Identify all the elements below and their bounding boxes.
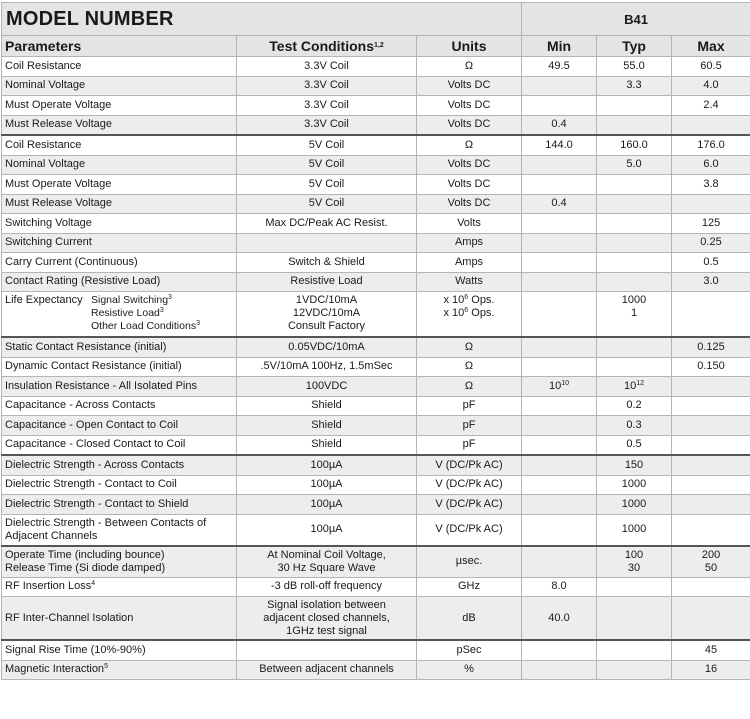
max-cell: 6.0 xyxy=(672,155,750,175)
condition-cell: 5V Coil xyxy=(237,155,417,175)
table-row xyxy=(2,357,750,377)
min-cell xyxy=(522,76,597,96)
typ-cell: 1000 xyxy=(597,495,672,515)
min-cell xyxy=(522,396,597,416)
max-cell xyxy=(672,475,750,495)
max-cell xyxy=(672,115,750,135)
life-expectancy-row xyxy=(2,292,750,338)
units-cell: GHz xyxy=(417,577,522,597)
typ-cell xyxy=(597,214,672,234)
max-cell xyxy=(672,514,750,546)
typ-cell: 0.2 xyxy=(597,396,672,416)
min-cell xyxy=(522,233,597,253)
life-typ-1: 1000 xyxy=(600,294,668,307)
cond-line-2: adjacent closed channels, xyxy=(240,612,413,625)
cond-line-2: 30 Hz Square Wave xyxy=(240,562,413,575)
max-cell xyxy=(672,416,750,436)
typ-line-2: 30 xyxy=(600,562,668,575)
min-cell: 0.4 xyxy=(522,194,597,214)
min-cell xyxy=(522,475,597,495)
units-cell: dB xyxy=(417,597,522,641)
life-subitems xyxy=(91,294,200,333)
param-cell: Insulation Resistance - All Isolated Pins xyxy=(2,377,237,397)
param-cell: Capacitance - Across Contacts xyxy=(2,396,237,416)
param-cell: Nominal Voltage xyxy=(2,76,237,96)
units-cell: Ω xyxy=(417,57,522,77)
typ-cell xyxy=(597,194,672,214)
condition-cell: 100µA xyxy=(237,514,417,546)
param-cell: Dielectric Strength - Across Contacts xyxy=(2,455,237,475)
typ-cell xyxy=(597,577,672,597)
min-cell xyxy=(522,416,597,436)
condition-cell xyxy=(237,292,417,338)
typ-cell: 5.0 xyxy=(597,155,672,175)
typ-cell: 3.3 xyxy=(597,76,672,96)
param-cell: Signal Rise Time (10%-90%) xyxy=(2,640,237,660)
condition-cell: 5V Coil xyxy=(237,175,417,195)
condition-cell: 3.3V Coil xyxy=(237,96,417,116)
life-cond-1: 1VDC/10mA xyxy=(240,294,413,307)
condition-cell: 3.3V Coil xyxy=(237,76,417,96)
min-cell: 0.4 xyxy=(522,115,597,135)
max-cell: 45 xyxy=(672,640,750,660)
units-cell xyxy=(417,292,522,338)
table-row xyxy=(2,96,750,116)
typ-cell: 55.0 xyxy=(597,57,672,77)
param-cell: Carry Current (Continuous) xyxy=(2,253,237,273)
min-cell xyxy=(522,435,597,455)
min-cell xyxy=(522,292,597,338)
min-cell xyxy=(522,495,597,515)
units-cell: V (DC/Pk AC) xyxy=(417,514,522,546)
min-cell xyxy=(522,546,597,578)
life-cond-2: 12VDC/10mA xyxy=(240,307,413,320)
max-line-1: 200 xyxy=(675,549,747,562)
param-cell: Capacitance - Closed Contact to Coil xyxy=(2,435,237,455)
typ-cell xyxy=(597,292,672,338)
min-cell xyxy=(522,640,597,660)
param-cell: Nominal Voltage xyxy=(2,155,237,175)
condition-cell: 100µA xyxy=(237,455,417,475)
header-units: Units xyxy=(417,36,522,57)
max-cell xyxy=(672,546,750,578)
typ-cell xyxy=(597,640,672,660)
min-cell xyxy=(522,214,597,234)
condition-cell: 100VDC xyxy=(237,377,417,397)
units-cell: V (DC/Pk AC) xyxy=(417,455,522,475)
min-cell: 40.0 xyxy=(522,597,597,641)
table-row xyxy=(2,455,750,475)
param-cell: Must Operate Voltage xyxy=(2,175,237,195)
max-line-2: 50 xyxy=(675,562,747,575)
units-cell: pF xyxy=(417,396,522,416)
min-cell xyxy=(522,272,597,292)
max-cell: 4.0 xyxy=(672,76,750,96)
table-row xyxy=(2,416,750,436)
header-typ: Typ xyxy=(597,36,672,57)
table-row xyxy=(2,253,750,273)
param-cell xyxy=(2,514,237,546)
param-cell: Must Release Voltage xyxy=(2,115,237,135)
typ-cell: 1000 xyxy=(597,514,672,546)
units-cell: µsec. xyxy=(417,546,522,578)
param-line-2: Release Time (Si diode damped) xyxy=(5,562,233,575)
typ-cell xyxy=(597,115,672,135)
table-row xyxy=(2,475,750,495)
table-row xyxy=(2,214,750,234)
min-cell: 49.5 xyxy=(522,57,597,77)
param-cell: Dynamic Contact Resistance (initial) xyxy=(2,357,237,377)
units-cell: Volts xyxy=(417,214,522,234)
min-cell xyxy=(522,155,597,175)
header-test-conditions: Test Conditions$^{1,2}$ xyxy=(237,36,417,57)
condition-cell: 100µA xyxy=(237,475,417,495)
units-cell: Volts DC xyxy=(417,194,522,214)
condition-cell: Resistive Load xyxy=(237,272,417,292)
max-cell: 3.0 xyxy=(672,272,750,292)
condition-cell xyxy=(237,233,417,253)
max-cell: 60.5 xyxy=(672,57,750,77)
param-cell: Coil Resistance xyxy=(2,57,237,77)
min-cell xyxy=(522,660,597,680)
condition-cell: Shield xyxy=(237,416,417,436)
typ-cell: 0.5 xyxy=(597,435,672,455)
typ-cell: 150 xyxy=(597,455,672,475)
param-cell xyxy=(2,292,237,338)
condition-cell xyxy=(237,546,417,578)
max-cell xyxy=(672,597,750,641)
max-cell: 0.5 xyxy=(672,253,750,273)
typ-cell: 160.0 xyxy=(597,135,672,155)
typ-cell xyxy=(597,597,672,641)
table-row xyxy=(2,115,750,135)
condition-cell: Switch & Shield xyxy=(237,253,417,273)
cond-line-3: 1GHz test signal xyxy=(240,625,413,638)
table-row xyxy=(2,514,750,546)
model-value: B41 xyxy=(522,3,750,36)
table-row xyxy=(2,155,750,175)
units-cell: % xyxy=(417,660,522,680)
condition-cell: 3.3V Coil xyxy=(237,115,417,135)
param-cell: Dielectric Strength - Contact to Coil xyxy=(2,475,237,495)
life-cond-3: Consult Factory xyxy=(240,320,413,333)
min-cell xyxy=(522,455,597,475)
min-cell xyxy=(522,96,597,116)
max-cell xyxy=(672,435,750,455)
typ-cell xyxy=(597,660,672,680)
cond-line-1: Signal isolation between xyxy=(240,599,413,612)
min-cell: $10^{10}$ xyxy=(522,377,597,397)
condition-cell: 5V Coil xyxy=(237,135,417,155)
param-cell: RF Inter-Channel Isolation xyxy=(2,597,237,641)
max-cell: 125 xyxy=(672,214,750,234)
typ-cell xyxy=(597,546,672,578)
typ-cell: $10^{12}$ xyxy=(597,377,672,397)
table-row xyxy=(2,546,750,578)
min-cell xyxy=(522,253,597,273)
table-row xyxy=(2,660,750,680)
param-cell: Magnetic Interaction$^5$ xyxy=(2,660,237,680)
units-cell: Volts DC xyxy=(417,175,522,195)
max-cell: 0.150 xyxy=(672,357,750,377)
typ-cell xyxy=(597,233,672,253)
units-cell: Amps xyxy=(417,233,522,253)
header-parameters: Parameters xyxy=(2,36,237,57)
max-cell xyxy=(672,577,750,597)
model-row xyxy=(2,3,750,36)
typ-line-1: 100 xyxy=(600,549,668,562)
condition-cell: Max DC/Peak AC Resist. xyxy=(237,214,417,234)
life-sub-signal: Signal Switching$^3$ xyxy=(91,294,200,307)
spec-table xyxy=(1,2,750,680)
table-row xyxy=(2,495,750,515)
table-row xyxy=(2,135,750,155)
max-cell xyxy=(672,396,750,416)
table-row xyxy=(2,640,750,660)
typ-cell xyxy=(597,253,672,273)
condition-cell: 0.05VDC/10mA xyxy=(237,337,417,357)
condition-cell: 5V Coil xyxy=(237,194,417,214)
param-line-2: Adjacent Channels xyxy=(5,530,233,543)
typ-cell xyxy=(597,96,672,116)
units-cell: Volts DC xyxy=(417,115,522,135)
param-cell: RF Insertion Loss$^4$ xyxy=(2,577,237,597)
life-units-1: x $10^6$ Ops. xyxy=(420,294,518,307)
table-row xyxy=(2,377,750,397)
table-row xyxy=(2,435,750,455)
param-cell xyxy=(2,546,237,578)
param-cell: Contact Rating (Resistive Load) xyxy=(2,272,237,292)
condition-cell: .5V/10mA 100Hz, 1.5mSec xyxy=(237,357,417,377)
min-cell: 8.0 xyxy=(522,577,597,597)
typ-cell xyxy=(597,272,672,292)
header-min: Min xyxy=(522,36,597,57)
condition-cell xyxy=(237,640,417,660)
units-cell: V (DC/Pk AC) xyxy=(417,475,522,495)
units-cell: Ω xyxy=(417,357,522,377)
max-cell xyxy=(672,292,750,338)
condition-cell: -3 dB roll-off frequency xyxy=(237,577,417,597)
param-cell: Must Operate Voltage xyxy=(2,96,237,116)
param-cell: Capacitance - Open Contact to Coil xyxy=(2,416,237,436)
param-line-1: Dielectric Strength - Between Contacts of xyxy=(5,517,233,530)
max-cell xyxy=(672,194,750,214)
max-cell: 16 xyxy=(672,660,750,680)
typ-cell: 0.3 xyxy=(597,416,672,436)
units-cell: Watts xyxy=(417,272,522,292)
units-cell: Ω xyxy=(417,377,522,397)
units-cell: Ω xyxy=(417,337,522,357)
param-cell: Dielectric Strength - Contact to Shield xyxy=(2,495,237,515)
typ-cell xyxy=(597,357,672,377)
life-param-block xyxy=(5,294,233,333)
table-row xyxy=(2,337,750,357)
condition-cell: Shield xyxy=(237,435,417,455)
units-cell: V (DC/Pk AC) xyxy=(417,495,522,515)
table-row xyxy=(2,76,750,96)
param-cell: Switching Voltage xyxy=(2,214,237,234)
typ-cell: 1000 xyxy=(597,475,672,495)
condition-cell: Between adjacent channels xyxy=(237,660,417,680)
typ-cell xyxy=(597,337,672,357)
units-cell: Amps xyxy=(417,253,522,273)
life-units-2: x $10^6$ Ops. xyxy=(420,307,518,320)
life-sub-other: Other Load Conditions$^3$ xyxy=(91,320,200,333)
max-cell: 3.8 xyxy=(672,175,750,195)
life-sub-resistive: Resistive Load$^3$ xyxy=(91,307,200,320)
table-row xyxy=(2,396,750,416)
table-row xyxy=(2,597,750,641)
units-cell: pSec xyxy=(417,640,522,660)
header-max: Max xyxy=(672,36,750,57)
max-cell xyxy=(672,377,750,397)
life-label: Life Expectancy xyxy=(5,294,91,333)
table-row xyxy=(2,272,750,292)
header-row xyxy=(2,36,750,57)
min-cell xyxy=(522,175,597,195)
life-typ-2: 1 xyxy=(600,307,668,320)
condition-cell: 3.3V Coil xyxy=(237,57,417,77)
min-cell xyxy=(522,337,597,357)
max-cell: 0.25 xyxy=(672,233,750,253)
units-cell: Volts DC xyxy=(417,96,522,116)
min-cell xyxy=(522,357,597,377)
max-cell: 0.125 xyxy=(672,337,750,357)
condition-cell: 100µA xyxy=(237,495,417,515)
max-cell xyxy=(672,455,750,475)
table-row xyxy=(2,57,750,77)
table-row xyxy=(2,194,750,214)
units-cell: pF xyxy=(417,416,522,436)
table-row xyxy=(2,577,750,597)
param-cell: Coil Resistance xyxy=(2,135,237,155)
units-cell: Volts DC xyxy=(417,155,522,175)
max-cell: 176.0 xyxy=(672,135,750,155)
min-cell xyxy=(522,514,597,546)
param-line-1: Operate Time (including bounce) xyxy=(5,549,233,562)
param-cell: Switching Current xyxy=(2,233,237,253)
condition-cell xyxy=(237,597,417,641)
model-number-title: MODEL NUMBER xyxy=(2,3,522,36)
param-cell: Static Contact Resistance (initial) xyxy=(2,337,237,357)
param-cell: Must Release Voltage xyxy=(2,194,237,214)
units-cell: Ω xyxy=(417,135,522,155)
units-cell: Volts DC xyxy=(417,76,522,96)
table-row xyxy=(2,233,750,253)
condition-cell: Shield xyxy=(237,396,417,416)
max-cell xyxy=(672,495,750,515)
min-cell: 144.0 xyxy=(522,135,597,155)
max-cell: 2.4 xyxy=(672,96,750,116)
table-row xyxy=(2,175,750,195)
typ-cell xyxy=(597,175,672,195)
cond-line-1: At Nominal Coil Voltage, xyxy=(240,549,413,562)
units-cell: pF xyxy=(417,435,522,455)
